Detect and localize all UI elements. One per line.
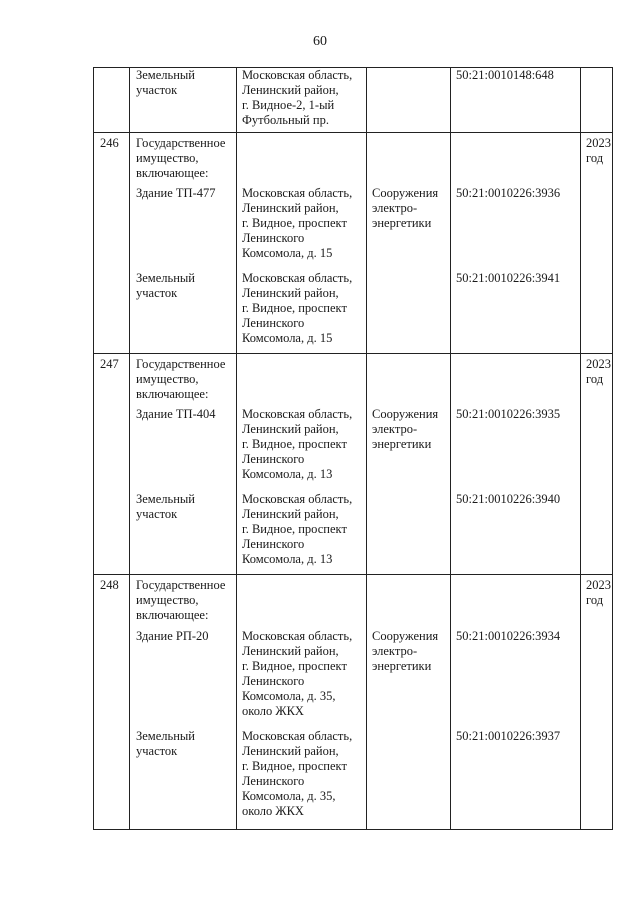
item-address: Московская область, Ленинский район, г. Видное, проспект Ленинского Комсомола, д. 15: [242, 186, 353, 260]
column-divider: [93, 67, 94, 830]
column-divider: [580, 67, 581, 830]
item-cadastral: 50:21:0010148:648: [456, 68, 554, 82]
row-header: Государственное имущество, включающее:: [136, 357, 226, 401]
item-name: Здание ТП-477: [136, 186, 216, 200]
row-year: 2023 год: [586, 357, 611, 386]
item-cadastral: 50:21:0010226:3940: [456, 492, 561, 506]
item-purpose: Сооружения электро- энергетики: [372, 186, 439, 230]
item-name: Здание РП-20: [136, 629, 209, 643]
item-name: Здание ТП-404: [136, 407, 216, 421]
column-divider: [366, 67, 367, 830]
row-year: 2023 год: [586, 136, 611, 165]
item-address: Московская область, Ленинский район, г. Видное, проспект Ленинского Комсомола, д. 35, около ЖКХ: [242, 729, 353, 818]
item-purpose: Сооружения электро- энергетики: [372, 407, 439, 451]
item-name: Земельный участок: [136, 68, 195, 97]
item-address: Московская область, Ленинский район, г. Видное, проспект Ленинского Комсомола, д. 15: [242, 271, 353, 345]
item-cadastral: 50:21:0010226:3937: [456, 729, 561, 743]
column-divider: [450, 67, 451, 830]
row-year: 2023 год: [586, 578, 611, 607]
page-number: 60: [313, 34, 327, 49]
row-header: Государственное имущество, включающее:: [136, 578, 226, 622]
item-name: Земельный участок: [136, 492, 195, 521]
item-name: Земельный участок: [136, 271, 195, 300]
column-divider: [236, 67, 237, 830]
item-address: Московская область, Ленинский район, г. Видное, проспект Ленинского Комсомола, д. 35, около ЖКХ: [242, 629, 353, 718]
row-number: 248: [100, 578, 119, 592]
row-number: 247: [100, 357, 119, 371]
item-cadastral: 50:21:0010226:3936: [456, 186, 561, 200]
table-bottom-border: [93, 829, 613, 830]
item-cadastral: 50:21:0010226:3935: [456, 407, 561, 421]
item-address: Московская область, Ленинский район, г. Видное, проспект Ленинского Комсомола, д. 13: [242, 407, 353, 481]
item-purpose: Сооружения электро- энергетики: [372, 629, 439, 673]
row-number: 246: [100, 136, 119, 150]
item-cadastral: 50:21:0010226:3941: [456, 271, 561, 285]
item-cadastral: 50:21:0010226:3934: [456, 629, 561, 643]
column-divider: [612, 67, 613, 830]
row-divider: [93, 574, 613, 575]
item-name: Земельный участок: [136, 729, 195, 758]
item-address: Московская область, Ленинский район, г. Видное, проспект Ленинского Комсомола, д. 13: [242, 492, 353, 566]
column-divider: [129, 67, 130, 830]
row-divider: [93, 353, 613, 354]
row-header: Государственное имущество, включающее:: [136, 136, 226, 180]
item-address: Московская область, Ленинский район, г. Видное-2, 1-ый Футбольный пр.: [242, 68, 353, 127]
row-divider: [93, 132, 613, 133]
